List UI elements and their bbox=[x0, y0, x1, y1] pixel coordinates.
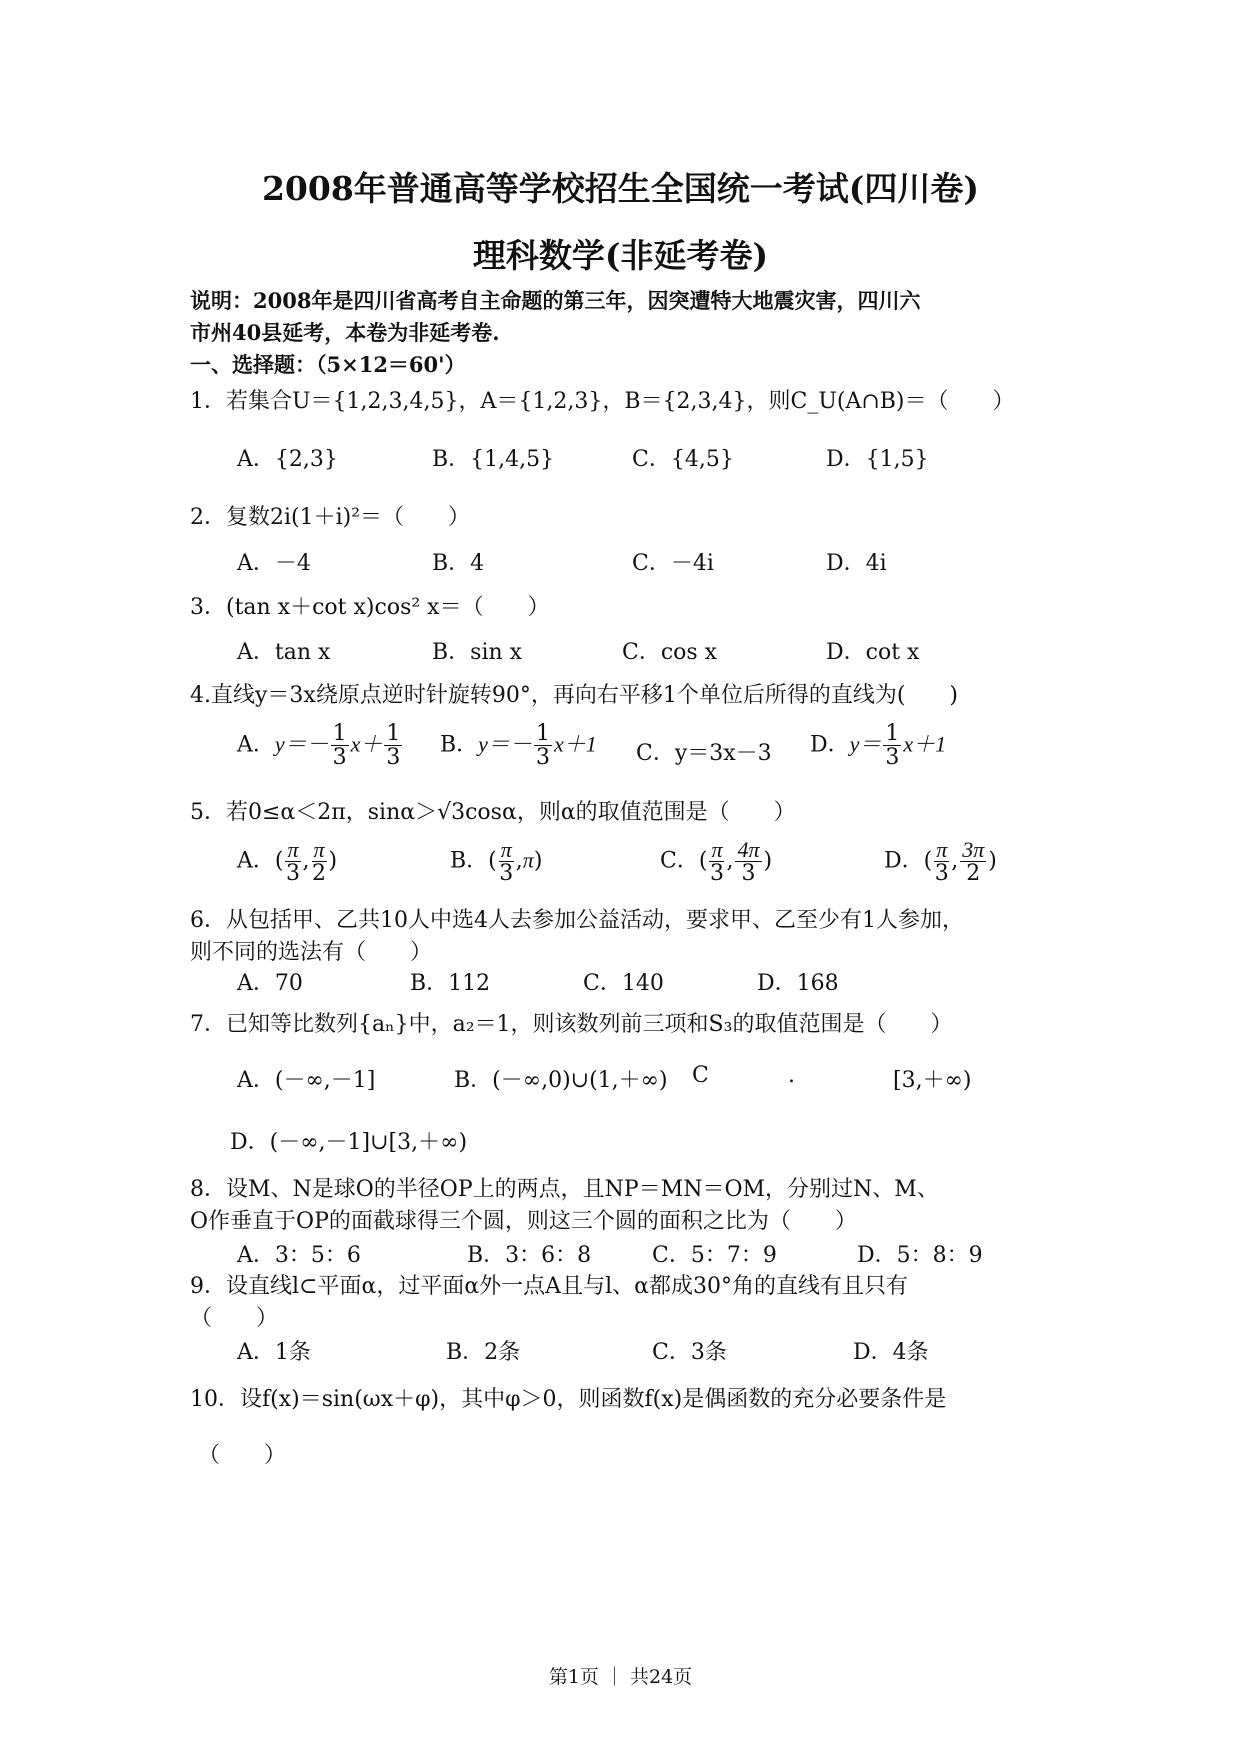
q4-option-b: B．y＝－ $\frac{1}{3}$ x＋1 bbox=[440, 721, 597, 771]
q8-option-d: D．5：8：9 bbox=[857, 1243, 983, 1268]
question-2-stem: 2．复数2i(1＋i)²＝（ ） bbox=[190, 505, 471, 530]
q1-option-c: C．{4,5} bbox=[632, 447, 734, 472]
q3-option-b: B．sin x bbox=[432, 640, 523, 665]
fraction: $\frac{1}{3}$ bbox=[332, 721, 347, 771]
q2-option-c: C．－4i bbox=[632, 551, 714, 576]
q4-option-a: A．y＝－ $\frac{1}{3}$ x＋ $\frac{1}{3}$ bbox=[237, 721, 401, 771]
note-line-2: 市州40县延考，本卷为非延考卷. bbox=[190, 320, 500, 345]
question-6-stem-2: 则不同的选法有（ ） bbox=[190, 940, 433, 965]
q7-option-b: B．(－∞,0)∪(1,＋∞) bbox=[454, 1068, 668, 1093]
q4-option-d: D．y＝ $\frac{1}{3}$ x＋1 bbox=[810, 721, 947, 771]
q8-option-a: A．3：5：6 bbox=[237, 1243, 361, 1268]
q8-option-c: C．5：7：9 bbox=[652, 1243, 777, 1268]
q3-option-d: D．cot x bbox=[826, 640, 920, 665]
question-6-stem-1: 6．从包括甲、乙共10人中选4人去参加公益活动，要求甲、乙至少有1人参加， bbox=[190, 908, 964, 933]
q9-option-a: A．1条 bbox=[237, 1340, 311, 1365]
q5-option-b: B．( $\frac{\pi}{3}$ ,π) bbox=[450, 837, 543, 887]
q7-option-c-value: [3,＋∞) bbox=[893, 1068, 972, 1093]
question-10-stem-1: 10．设f(x)＝sin(ωx＋φ)，其中φ＞0，则函数f(x)是偶函数的充分必要条件是 bbox=[190, 1387, 947, 1412]
q6-option-a: A．70 bbox=[237, 971, 303, 996]
section-heading: 一、选择题：（5×12＝60'） bbox=[190, 352, 466, 377]
q2-option-a: A．－4 bbox=[237, 551, 311, 576]
q7-option-d: D．(－∞,－1]∪[3,＋∞) bbox=[230, 1130, 468, 1155]
question-9-stem-2: （ ） bbox=[190, 1306, 279, 1331]
fraction: $\frac{1}{3}$ bbox=[386, 721, 401, 771]
question-10-stem-2: （ ） bbox=[198, 1443, 287, 1468]
q1-option-a: A．{2,3} bbox=[237, 447, 338, 472]
page-subtitle: 理科数学(非延考卷) bbox=[472, 236, 769, 275]
q1-option-d: D．{1,5} bbox=[826, 447, 929, 472]
q4-option-c: C．y＝3x－3 bbox=[636, 741, 772, 766]
q5-option-a: A．( $\frac{\pi}{3}$ , $\frac{\pi}{2}$ ) bbox=[237, 837, 338, 887]
fraction: $\frac{\pi}{3}$ bbox=[934, 837, 949, 887]
note-line-1: 说明：2008年是四川省高考自主命题的第三年，因突遭特大地震灾害，四川六 bbox=[190, 288, 921, 313]
fraction: $\frac{1}{3}$ bbox=[535, 721, 550, 771]
q6-option-b: B．112 bbox=[410, 971, 491, 996]
q2-option-b: B．4 bbox=[432, 551, 485, 576]
q6-option-d: D．168 bbox=[757, 971, 839, 996]
q3-option-a: A．tan x bbox=[237, 640, 331, 665]
question-9-stem-1: 9．设直线l⊂平面α，过平面α外一点A且与l、α都成30°角的直线有且只有 bbox=[190, 1274, 908, 1299]
fraction: $\frac{3\pi}{2}$ bbox=[962, 837, 985, 887]
fraction: $\frac{\pi}{3}$ bbox=[709, 837, 724, 887]
q7-option-a: A．(－∞,－1] bbox=[237, 1068, 376, 1093]
fraction: $\frac{\pi}{2}$ bbox=[312, 837, 327, 887]
page-title: 2008年普通高等学校招生全国统一考试(四川卷) bbox=[261, 169, 980, 208]
q1-option-b: B．{1,4,5} bbox=[432, 447, 555, 472]
fraction: $\frac{\pi}{3}$ bbox=[499, 837, 514, 887]
fraction: $\frac{4\pi}{3}$ bbox=[737, 837, 760, 887]
q8-option-b: B．3：6：8 bbox=[467, 1243, 592, 1268]
q5-option-d: D．( $\frac{\pi}{3}$ , $\frac{3\pi}{2}$ ) bbox=[884, 837, 997, 887]
q7-option-c-dot: . bbox=[788, 1063, 795, 1088]
q3-option-c: C．cos x bbox=[622, 640, 718, 665]
question-8-stem-1: 8．设M、N是球O的半径OP上的两点，且NP＝MN＝OM，分别过N、M、 bbox=[190, 1177, 939, 1202]
q2-option-d: D．4i bbox=[826, 551, 887, 576]
question-5-stem: 5．若0≤α＜2π，sinα＞√3cosα，则α的取值范围是（ ） bbox=[190, 800, 796, 825]
q7-option-c-label: C bbox=[692, 1063, 709, 1088]
question-1-stem: 1．若集合U＝{1,2,3,4,5}，A＝{1,2,3}，B＝{2,3,4}，则C_U(A∩B)＝（ ） bbox=[190, 389, 1015, 414]
fraction: $\frac{1}{3}$ bbox=[885, 721, 900, 771]
question-4-stem: 4.直线y＝3x绕原点逆时针旋转90°，再向右平移1个单位后所得的直线为( ) bbox=[190, 683, 958, 708]
q9-option-b: B．2条 bbox=[446, 1340, 521, 1365]
q9-option-c: C．3条 bbox=[652, 1340, 727, 1365]
fraction: $\frac{\pi}{3}$ bbox=[286, 837, 300, 887]
question-7-stem: 7．已知等比数列{aₙ}中，a₂＝1，则该数列前三项和S₃的取值范围是（ ） bbox=[190, 1012, 953, 1037]
question-8-stem-2: O作垂直于OP的面截球得三个圆，则这三个圆的面积之比为（ ） bbox=[190, 1209, 857, 1234]
q5-option-c: C．( $\frac{\pi}{3}$ , $\frac{4\pi}{3}$ ) bbox=[660, 837, 773, 887]
q9-option-d: D．4条 bbox=[853, 1340, 929, 1365]
page-footer: 第1页 ｜ 共24页 bbox=[548, 1666, 693, 1688]
q6-option-c: C．140 bbox=[583, 971, 664, 996]
question-3-stem: 3．(tan x＋cot x)cos² x＝（ ） bbox=[190, 595, 550, 620]
